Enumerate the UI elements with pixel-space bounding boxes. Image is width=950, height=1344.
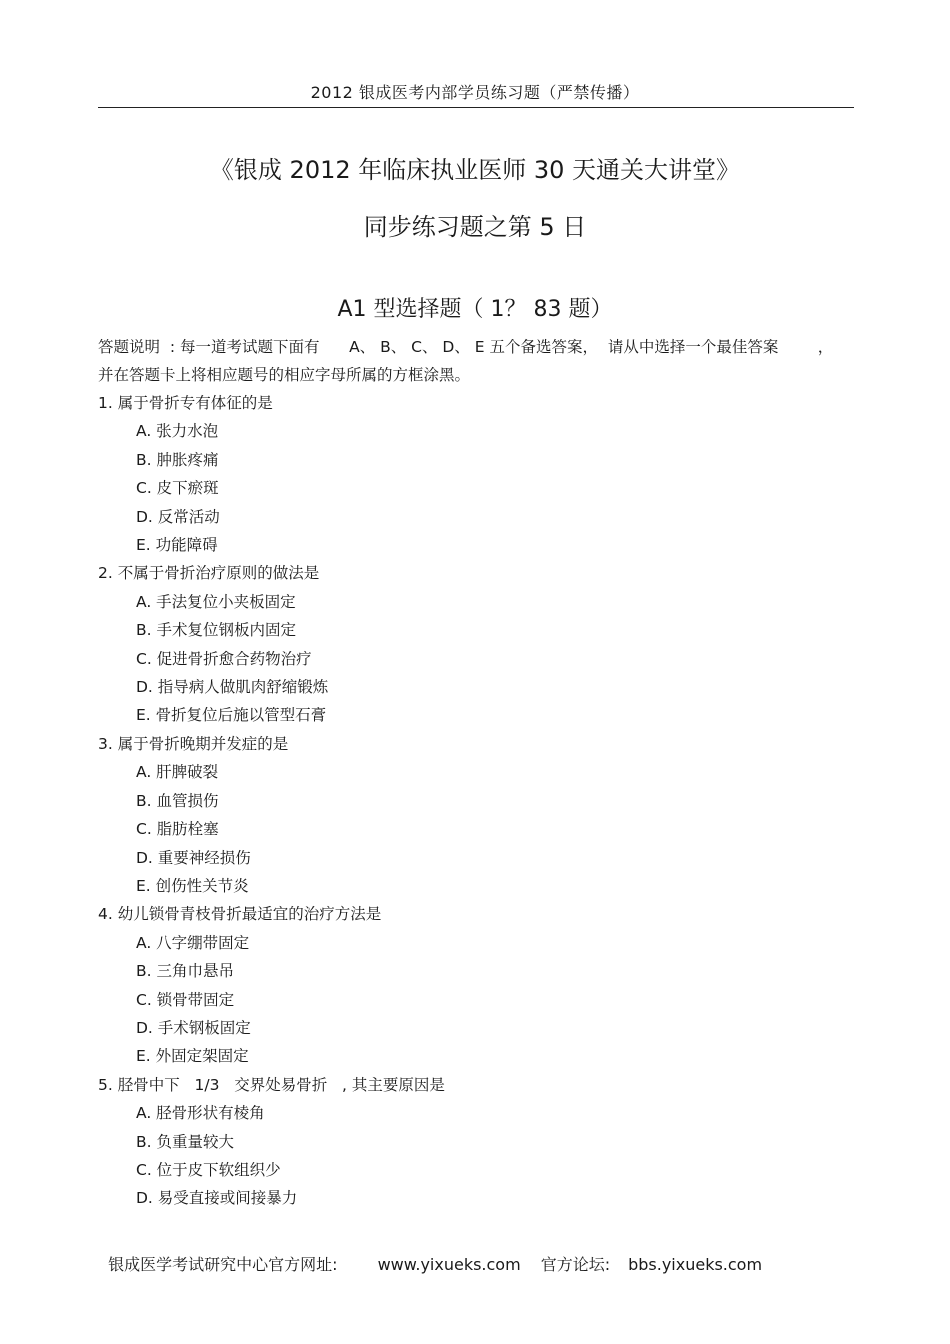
option-c: C. 皮下瘀斑 <box>136 479 219 498</box>
option-a: A. 肝脾破裂 <box>136 763 219 782</box>
instructions-line-1: 答题说明 : 每一道考试题下面有 A、 B、 C、 D、 E 五个备选答案， 请从中选择一个最佳答案 ， <box>98 338 834 356</box>
option-c: C. 位于皮下软组织少 <box>136 1160 281 1179</box>
instructions-line-2: 并在答题卡上将相应题号的相应字母所属的方框涂黑。 <box>98 366 471 384</box>
document-subtitle: 同步练习题之第 5 日 <box>363 213 587 241</box>
question-3 <box>98 730 858 900</box>
official-site-link[interactable]: www.yixueks.com <box>377 1255 521 1274</box>
option-b: B. 手术复位钢板内固定 <box>136 621 296 640</box>
question-stem: 2. 不属于骨折治疗原则的做法是 <box>98 564 320 583</box>
option-b: B. 血管损伤 <box>136 791 219 810</box>
question-4 <box>98 900 858 1070</box>
option-e: E. 外固定架固定 <box>136 1047 249 1066</box>
forum-label: 官方论坛: <box>540 1255 611 1274</box>
option-d: D. 反常活动 <box>136 507 220 526</box>
option-a: A. 胫骨形状有棱角 <box>136 1104 265 1123</box>
question-content <box>98 333 858 1213</box>
option-e: E. 功能障碍 <box>136 536 218 555</box>
section-heading: A1 型选择题（ 1？ 83 题） <box>337 297 613 322</box>
option-c: C. 锁骨带固定 <box>136 990 235 1009</box>
option-c: C. 脂肪栓塞 <box>136 820 219 839</box>
option-b: B. 负重量较大 <box>136 1132 234 1151</box>
answer-instructions <box>98 333 858 389</box>
question-1 <box>98 389 858 559</box>
question-5 <box>98 1071 858 1213</box>
question-stem: 1. 属于骨折专有体征的是 <box>98 394 273 412</box>
page-header: 2012 银成医考内部学员练习题（严禁传播） <box>310 83 640 102</box>
option-d: D. 重要神经损伤 <box>136 848 251 867</box>
question-2 <box>98 559 858 729</box>
question-stem: 3. 属于骨折晚期并发症的是 <box>98 734 289 753</box>
option-e: E. 创伤性关节炎 <box>136 876 249 895</box>
question-stem: 5. 胫骨中下 1/3 交界处易骨折 , 其主要原因是 <box>98 1075 445 1094</box>
header-divider <box>98 107 854 108</box>
option-d: D. 易受直接或间接暴力 <box>136 1189 298 1208</box>
document-title: 《银成 2012 年临床执业医师 30 天通关大讲堂》 <box>209 156 741 184</box>
page-footer <box>98 1233 762 1275</box>
option-a: A. 张力水泡 <box>136 422 219 441</box>
question-stem: 4. 幼儿锁骨青枝骨折最适宜的治疗方法是 <box>98 905 382 924</box>
option-c: C. 促进骨折愈合药物治疗 <box>136 649 312 668</box>
option-b: B. 三角巾悬吊 <box>136 962 234 981</box>
option-d: D. 手术钢板固定 <box>136 1018 251 1037</box>
option-a: A. 手法复位小夹板固定 <box>136 592 296 611</box>
footer-label: 银成医学考试研究中心官方网址: <box>108 1255 338 1274</box>
forum-link[interactable]: bbs.yixueks.com <box>628 1255 763 1274</box>
option-a: A. 八字绷带固定 <box>136 933 250 952</box>
option-e: E. 骨折复位后施以管型石膏 <box>136 706 327 725</box>
option-d: D. 指导病人做肌肉舒缩锻炼 <box>136 678 329 697</box>
option-b: B. 肿胀疼痛 <box>136 450 219 469</box>
